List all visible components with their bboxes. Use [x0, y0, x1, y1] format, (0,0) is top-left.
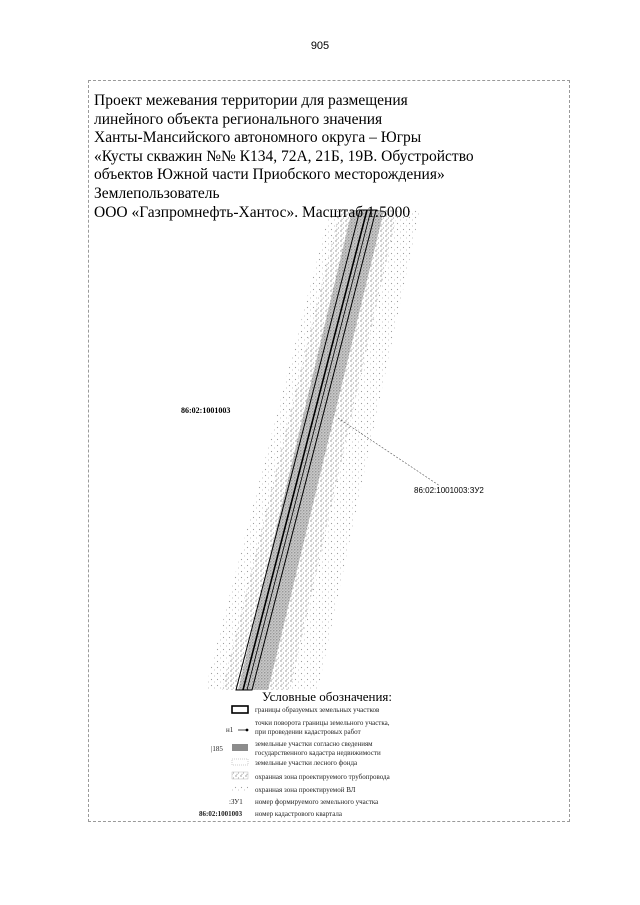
title-line: Ханты-Мансийского автономного округа – Югры	[94, 129, 422, 147]
legend-cadastre-label: |185	[211, 745, 223, 753]
legend-quarter-number-label: 86:02:1001003	[199, 810, 243, 818]
legend-item-text: при проведении кадастровых работ	[255, 728, 361, 736]
legend-title: Условные обозначения:	[262, 689, 393, 704]
cadastral-quarter-label: 86:02:1001003	[181, 406, 231, 415]
legend-item-text: охранная зона проектируемого трубопровода	[255, 773, 390, 781]
legend-item-text: номер формируемого земельного участка	[255, 798, 379, 806]
legend-turn-point-dot	[246, 729, 249, 732]
legend-item-text: границы образуемых земельных участков	[255, 706, 380, 714]
legend-item-text: земельные участки согласно сведениям	[255, 740, 373, 748]
legend-item-text: номер кадастрового квартала	[255, 810, 342, 818]
title-line: Землепользователь	[94, 184, 220, 202]
legend-pipeline-zone-symbol	[232, 772, 248, 779]
legend-item-text: охранная зона проектируемой ВЛ	[255, 786, 356, 794]
land-plot-label: 86:02:1001003:ЗУ2	[414, 486, 484, 495]
legend-powerline-zone-symbol	[232, 785, 248, 792]
legend-boundary-symbol	[232, 706, 248, 713]
title-line: ООО «Газпромнефть-Хантос». Масштаб 1:5000	[94, 203, 411, 221]
title-line: «Кусты скважин №№ К134, 72А, 21Б, 19В. Обустройство	[94, 147, 474, 165]
page-number: 905	[310, 40, 330, 52]
legend-turn-point-label: н1	[226, 726, 234, 734]
legend-plot-number-label: :ЗУ1	[229, 798, 243, 806]
legend-item-text: точки поворота границы земельного участка,	[255, 719, 390, 727]
drawing-title	[94, 92, 554, 222]
legend-cadastre-symbol	[232, 744, 248, 751]
title-line: Проект межевания территории для размещения	[94, 92, 408, 109]
legend-forest-symbol	[232, 759, 248, 765]
legend-item-text: государственного кадастра недвижимости	[255, 749, 381, 757]
title-line: объектов Южной части Приобского месторождения»	[94, 166, 445, 184]
legend-item-text: земельные участки лесного фонда	[255, 759, 358, 767]
title-line: линейного объекта регионального значения	[94, 110, 383, 128]
